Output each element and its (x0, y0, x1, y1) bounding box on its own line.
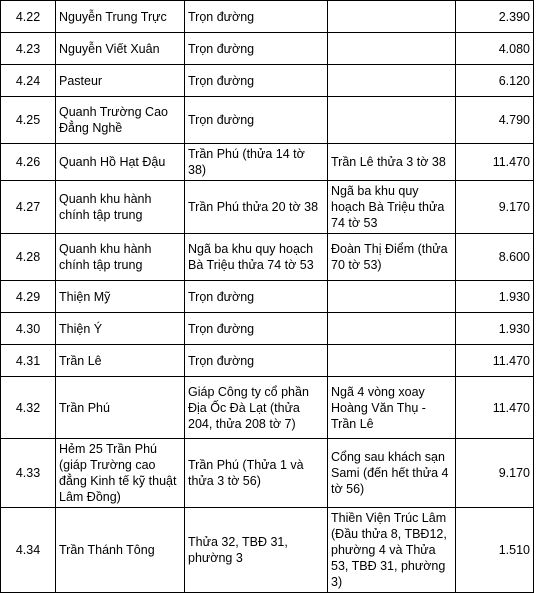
price-value: 1.510 (456, 508, 534, 593)
segment-to (328, 33, 456, 65)
price-value: 11.470 (456, 144, 534, 181)
street-name: Trần Lê (56, 345, 185, 377)
segment-to: Ngã ba khu quy hoạch Bà Triệu thửa 74 tờ 53 (328, 181, 456, 234)
table-row (1, 377, 534, 439)
row-number: 4.29 (1, 281, 56, 313)
table-row (1, 345, 534, 377)
table-row (1, 144, 534, 181)
segment-from: Trọn đường (185, 281, 328, 313)
row-number: 4.23 (1, 33, 56, 65)
table-row (1, 97, 534, 144)
segment-to: Thiền Viện Trúc Lâm (Đầu thửa 8, TBĐ12, phường 4 và Thửa 53, TBĐ 31, phường 3) (328, 508, 456, 593)
row-number: 4.26 (1, 144, 56, 181)
segment-from: Trọn đường (185, 1, 328, 33)
street-name: Hẻm 25 Trần Phú (giáp Trường cao đẳng Kinh tế kỹ thuật Lâm Đồng) (56, 439, 185, 508)
row-number: 4.32 (1, 377, 56, 439)
price-value: 6.120 (456, 65, 534, 97)
table-row (1, 65, 534, 97)
street-name: Quanh Hồ Hạt Đậu (56, 144, 185, 181)
price-value: 4.790 (456, 97, 534, 144)
row-number: 4.33 (1, 439, 56, 508)
price-value: 11.470 (456, 345, 534, 377)
table-row (1, 508, 534, 593)
segment-from: Ngã ba khu quy hoạch Bà Triệu thửa 74 tờ 53 (185, 234, 328, 281)
segment-to: Cổng sau khách sạn Sami (đến hết thửa 4 tờ 56) (328, 439, 456, 508)
segment-to (328, 281, 456, 313)
row-number: 4.27 (1, 181, 56, 234)
segment-to (328, 313, 456, 345)
price-value: 1.930 (456, 281, 534, 313)
table-row (1, 234, 534, 281)
segment-to: Trần Lê thửa 3 tờ 38 (328, 144, 456, 181)
table-row (1, 313, 534, 345)
row-number: 4.24 (1, 65, 56, 97)
segment-to (328, 97, 456, 144)
segment-to (328, 65, 456, 97)
segment-to: Ngã 4 vòng xoay Hoàng Văn Thụ - Trần Lê (328, 377, 456, 439)
segment-from: Trọn đường (185, 345, 328, 377)
street-name: Thiện Mỹ (56, 281, 185, 313)
price-value: 9.170 (456, 439, 534, 508)
table-row (1, 1, 534, 33)
street-name: Quanh Trường Cao Đẳng Nghề (56, 97, 185, 144)
table-row (1, 439, 534, 508)
street-name: Pasteur (56, 65, 185, 97)
street-name: Nguyễn Trung Trực (56, 1, 185, 33)
street-name: Quanh khu hành chính tập trung (56, 234, 185, 281)
segment-from: Trần Phú thửa 20 tờ 38 (185, 181, 328, 234)
segment-from: Trọn đường (185, 97, 328, 144)
table-row (1, 181, 534, 234)
row-number: 4.34 (1, 508, 56, 593)
price-value: 9.170 (456, 181, 534, 234)
price-value: 11.470 (456, 377, 534, 439)
street-name: Trần Thánh Tông (56, 508, 185, 593)
row-number: 4.31 (1, 345, 56, 377)
segment-from: Trọn đường (185, 313, 328, 345)
street-name: Nguyễn Viết Xuân (56, 33, 185, 65)
segment-to (328, 1, 456, 33)
row-number: 4.22 (1, 1, 56, 33)
row-number: 4.25 (1, 97, 56, 144)
table-row (1, 33, 534, 65)
segment-to: Đoàn Thị Điểm (thửa 70 tờ 53) (328, 234, 456, 281)
segment-to (328, 345, 456, 377)
row-number: 4.28 (1, 234, 56, 281)
street-name: Trần Phú (56, 377, 185, 439)
price-value: 2.390 (456, 1, 534, 33)
row-number: 4.30 (1, 313, 56, 345)
segment-from: Trọn đường (185, 65, 328, 97)
price-value: 1.930 (456, 313, 534, 345)
segment-from: Trần Phú (Thửa 1 và thửa 3 tờ 56) (185, 439, 328, 508)
price-value: 4.080 (456, 33, 534, 65)
street-name: Quanh khu hành chính tập trung (56, 181, 185, 234)
segment-from: Trần Phú (thửa 14 tờ 38) (185, 144, 328, 181)
segment-from: Giáp Công ty cổ phần Địa Ốc Đà Lạt (thửa 204, thửa 208 tờ 7) (185, 377, 328, 439)
segment-from: Trọn đường (185, 33, 328, 65)
table-row (1, 281, 534, 313)
price-value: 8.600 (456, 234, 534, 281)
street-name: Thiện Ý (56, 313, 185, 345)
segment-from: Thửa 32, TBĐ 31, phường 3 (185, 508, 328, 593)
